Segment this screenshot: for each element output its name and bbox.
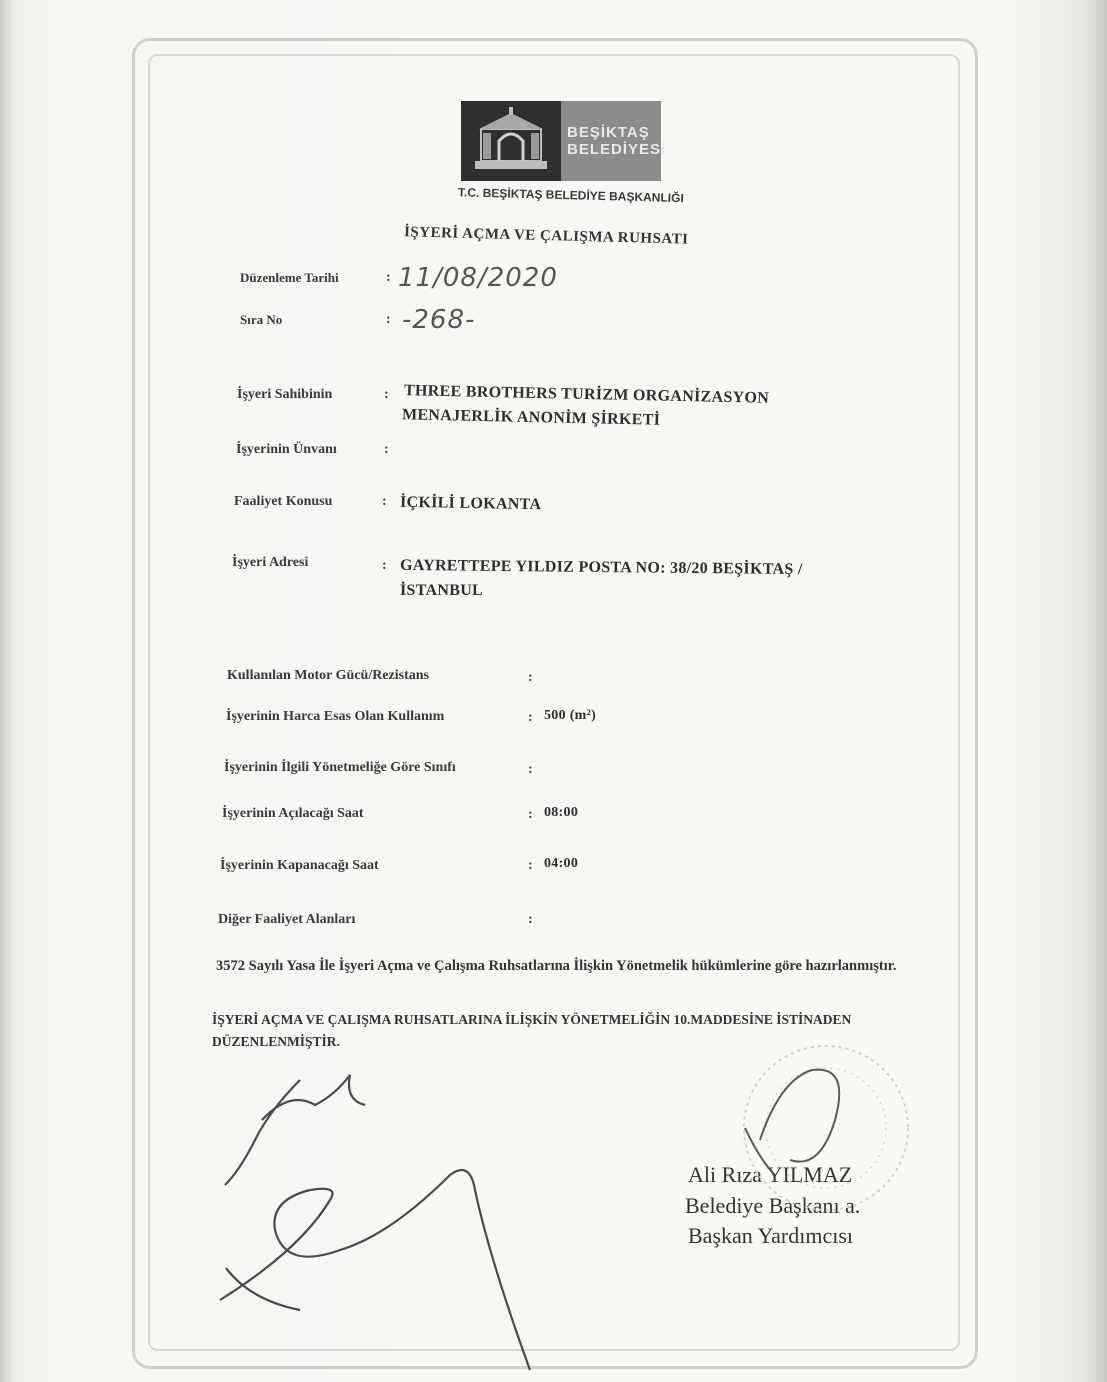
closing-hour-label: İşyerinin Kapanacağı Saat: [220, 858, 379, 873]
municipality-caption: T.C. BEŞİKTAŞ BELEDİYE BAŞKANLIĞI: [457, 185, 684, 206]
address-label: İşyeri Adresi: [232, 555, 309, 570]
colon: :: [528, 710, 533, 725]
usage-area-label: İşyerinin Harca Esas Olan Kullanım: [226, 709, 445, 724]
colon: :: [384, 442, 389, 457]
colon: :: [528, 807, 533, 822]
usage-area-value: 500 (m²): [544, 708, 597, 723]
document-title: İŞYERİ AÇMA VE ÇALIŞMA RUHSATI: [403, 224, 689, 248]
issue-date-value: 11/08/2020: [398, 263, 558, 293]
serial-no-label: Sıra No: [240, 312, 283, 327]
signatory-signature: [745, 1070, 839, 1175]
owner-value-line-2: MENAJERLİK ANONİM ŞİRKETİ: [401, 406, 661, 429]
colon: :: [384, 387, 389, 402]
colon: :: [528, 912, 533, 927]
signatory-title-1: Belediye Başkanı a.: [685, 1193, 861, 1218]
signatory-name: Ali Rıza YILMAZ: [688, 1162, 853, 1187]
regulation-article-paragraph: İŞYERİ AÇMA VE ÇALIŞMA RUHSATLARINA İLİŞKİN YÖNETMELİĞİN 10.MADDESİNE İSTİNADEN DÜZENLENMİŞTİR.: [212, 1012, 852, 1049]
colon: :: [382, 558, 387, 573]
colon: :: [386, 312, 391, 327]
class-label: İşyerinin İlgili Yönetmeliğe Göre Sınıfı: [224, 760, 456, 775]
issue-date-label: Düzenleme Tarihi: [240, 270, 339, 285]
owner-value-line-1: THREE BROTHERS TURİZM ORGANİZASYON: [403, 382, 770, 407]
colon: :: [528, 762, 533, 777]
other-activities-label: Diğer Faaliyet Alanları: [218, 912, 356, 927]
activity-label: Faaliyet Konusu: [234, 494, 333, 509]
colon: :: [528, 670, 533, 685]
address-value-line-1: GAYRETTEPE YILDIZ POSTA NO: 38/20 BEŞİKTAŞ /: [399, 556, 803, 579]
logo-line-1: BEŞİKTAŞ: [567, 124, 650, 141]
business-title-label: İşyerinin Ünvanı: [236, 442, 337, 457]
left-signature: [220, 1075, 530, 1370]
colon: :: [528, 858, 533, 873]
legal-basis-paragraph: 3572 Sayılı Yasa İle İşyeri Açma ve Çalışma Ruhsatlarına İlişkin Yönetmelik hükümlerine göre hazırlanmıştır.: [216, 958, 897, 974]
activity-value: İÇKİLİ LOKANTA: [399, 493, 542, 514]
colon: :: [382, 494, 387, 509]
colon: :: [386, 270, 391, 285]
signatory-title-2: Başkan Yardımcısı: [688, 1223, 853, 1248]
motor-power-label: Kullanılan Motor Gücü/Rezistans: [227, 668, 429, 683]
closing-hour-value: 04:00: [544, 856, 579, 871]
opening-hour-label: İşyerinin Açılacağı Saat: [222, 806, 364, 821]
owner-label: İşyeri Sahibinin: [237, 387, 333, 402]
logo-line-2: BELEDİYESİ: [567, 141, 667, 158]
serial-no-value: -268-: [402, 305, 476, 335]
opening-hour-value: 08:00: [544, 805, 579, 820]
address-value-line-2: İSTANBUL: [400, 582, 484, 599]
